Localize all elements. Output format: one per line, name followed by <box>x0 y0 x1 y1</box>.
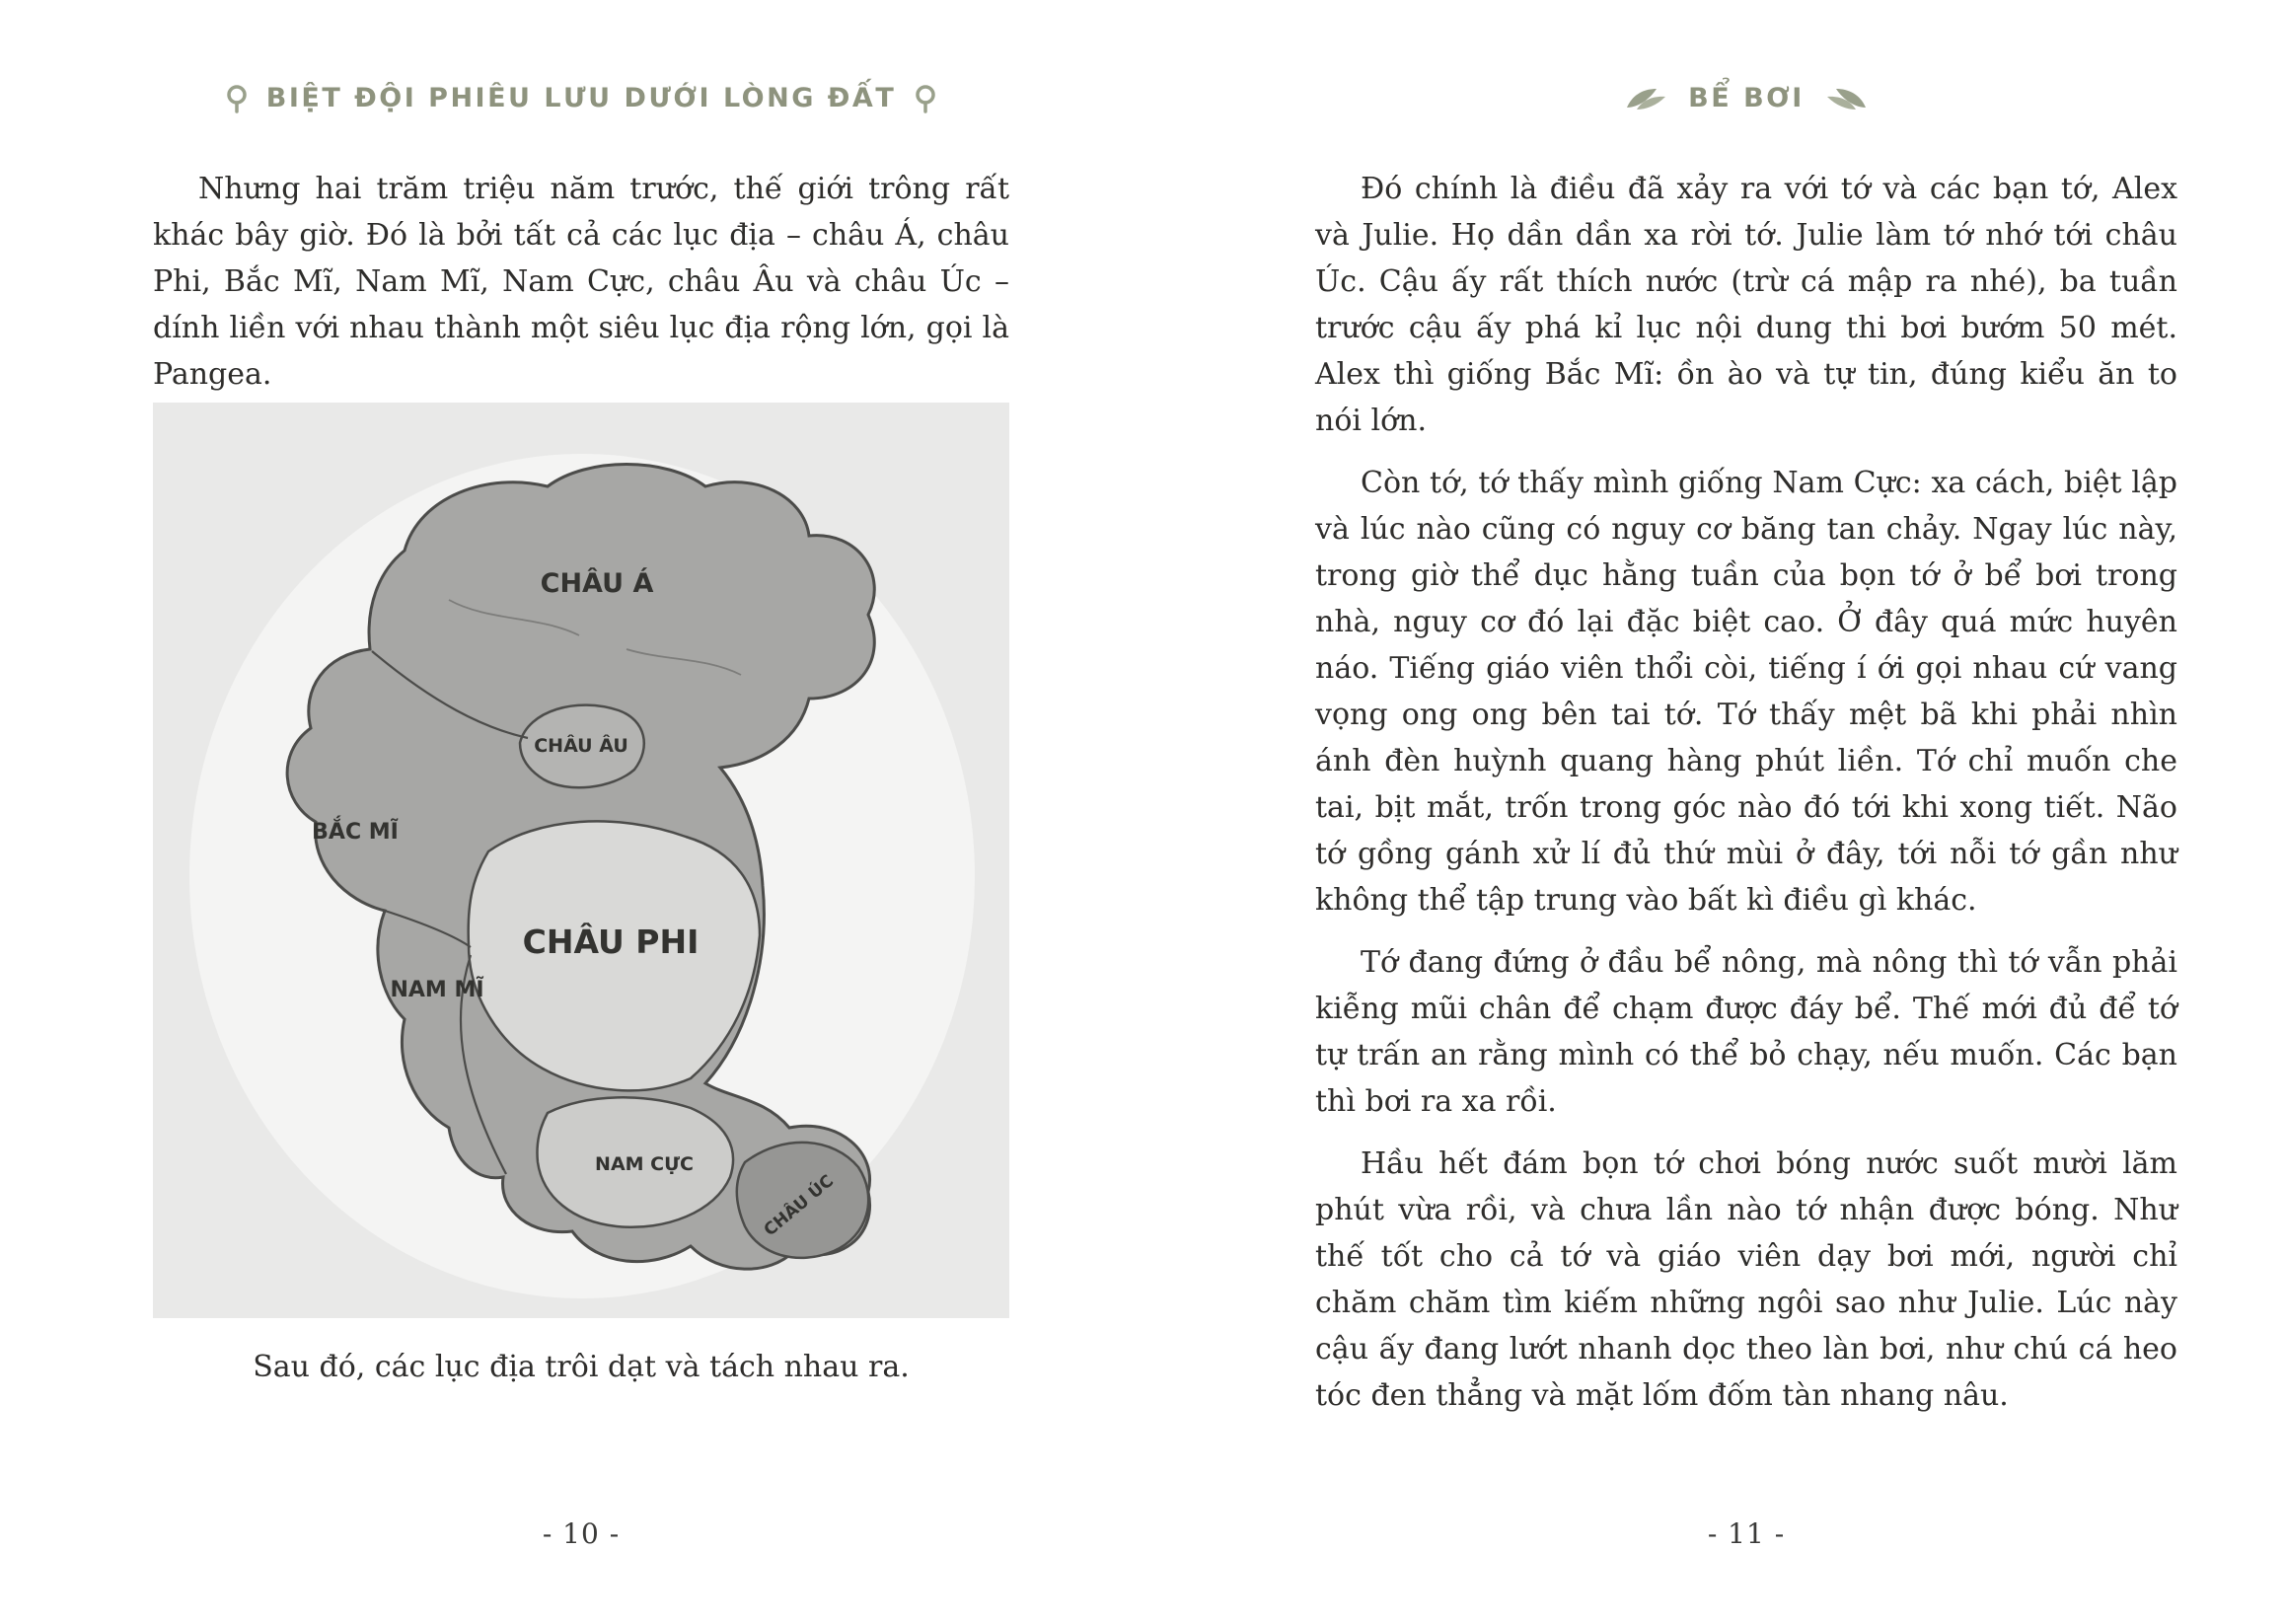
body-paragraph: Còn tớ, tớ thấy mình giống Nam Cực: xa cách, biệt lập và lúc nào cũng có nguy cơ băng tan chảy. Ngay lúc này, trong giờ thể dục hằng tuần của bọn tớ ở bể bơi trong nhà, nguy cơ đó lại đặc biệt cao. Ở đây quá mức huyên náo. Tiếng giáo viên thổi còi, tiếng í ới gọi nhau cứ vang vọng ong ong bên tai tớ. Tớ thấy mệt bã khi phải nhìn ánh đèn huỳnh quang hàng phút liền. Tớ chỉ muốn che tai, bịt mắt, trốn trong góc nào đó tới khi xong tiết. Não tớ gồng gánh xử lí đủ thứ mùi ở đây, tới nỗi tớ gần như không thể tập trung vào bất kì điều gì khác. <box>1315 466 2177 918</box>
map-caption: Sau đó, các lục địa trôi dạt và tách nhau ra. <box>253 1350 910 1384</box>
left-page <box>153 0 1009 1624</box>
body-paragraph: Tớ đang đứng ở đầu bể nông, mà nông thì tớ vẫn phải kiễng mũi chân để chạm được đáy bể. Thế mới đủ để tớ tự trấn an rằng mình có thể bỏ chạy, nếu muốn. Các bạn thì bơi ra xa rồi. <box>1315 945 2177 1119</box>
map-label-africa: CHÂU PHI <box>522 923 700 961</box>
page-number-right: - 11 - <box>1707 1517 1786 1550</box>
running-header-title: BIỆT ĐỘI PHIÊU LƯU DƯỚI LÒNG ĐẤT <box>265 83 897 113</box>
map-label-australia: CHÂU ÚC <box>760 1171 838 1241</box>
map-label-antarctica: NAM CỰC <box>595 1153 694 1175</box>
body-paragraph: Nhưng hai trăm triệu năm trước, thế giới trông rất khác bây giờ. Đó là bởi tất cả các lục địa – châu Á, châu Phi, Bắc Mĩ, Nam Mĩ, Nam Cực, châu Âu và châu Úc – dính liền với nhau thành một siêu lục địa rộng lớn, gọi là Pangea. <box>153 172 1009 392</box>
leaf-ornament-icon <box>1621 86 1670 111</box>
map-label-asia: CHÂU Á <box>540 568 654 599</box>
body-paragraph: Đó chính là điều đã xảy ra với tớ và các bạn tớ, Alex và Julie. Họ dần dần xa rời tớ. Julie làm tớ nhớ tới châu Úc. Cậu ấy rất thích nước (trừ cá mập ra nhé), ba tuần trước cậu ấy phá kỉ lục nội dung thi bơi bướm 50 mét. Alex thì giống Bắc Mĩ: ồn ào và tự tin, đúng kiểu ăn to nói lớn. <box>1315 172 2177 438</box>
map-label-south-america: NAM MĨ <box>390 978 484 1002</box>
left-body-text <box>153 166 1009 398</box>
right-page-header <box>1315 83 2177 113</box>
page-number-left: - 10 - <box>542 1517 621 1550</box>
left-page-header <box>153 83 1009 113</box>
running-header-title: BỂ BƠI <box>1688 83 1805 113</box>
shell-ornament-icon <box>225 84 249 113</box>
shell-ornament-icon <box>914 84 937 113</box>
map-label-europe: CHÂU ÂU <box>534 735 628 757</box>
pangea-map <box>153 403 1009 1318</box>
map-label-north-america: BẮC MĨ <box>312 820 399 845</box>
leaf-ornament-icon <box>1822 86 1872 111</box>
right-body-text <box>1315 166 2177 1419</box>
right-page <box>1315 0 2177 1624</box>
pangea-map-illustration <box>153 403 1009 1318</box>
body-paragraph: Hầu hết đám bọn tớ chơi bóng nước suốt mười lăm phút vừa rồi, và chưa lần nào tớ nhận được bóng. Như thế tốt cho cả tớ và giáo viên dạy bơi mới, người chỉ chăm chăm tìm kiếm những ngôi sao như Julie. Lúc này cậu ấy đang lướt nhanh dọc theo làn bơi, như chú cá heo tóc đen thẳng và mặt lốm đốm tàn nhang nâu. <box>1315 1146 2177 1413</box>
